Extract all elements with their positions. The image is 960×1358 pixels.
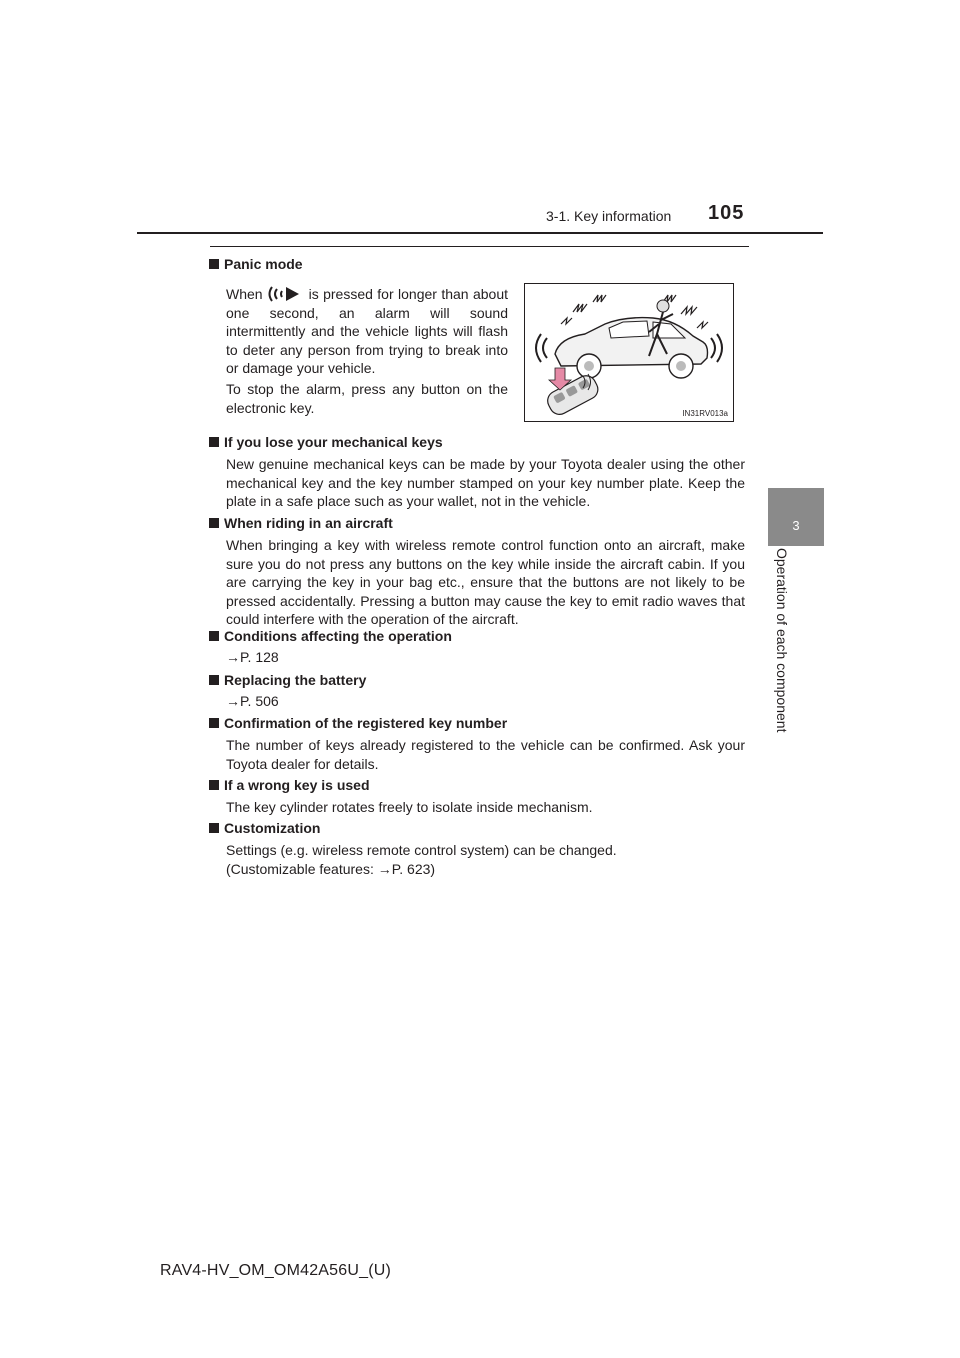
- section-heading: Replacing the battery: [209, 672, 366, 688]
- section-text: Settings (e.g. wireless remote control system) can be changed.: [226, 842, 617, 858]
- section-heading: If you lose your mechanical keys: [209, 434, 443, 450]
- panic-mode-illustration: [524, 283, 734, 422]
- chapter-tab: [768, 488, 824, 546]
- section-title: 3-1. Key information: [546, 208, 672, 224]
- square-bullet-icon: [209, 631, 219, 641]
- content-divider: [210, 246, 749, 247]
- page-reference: →P. 506: [226, 693, 279, 709]
- section-heading: Customization: [209, 820, 320, 836]
- section-text: (Customizable features: →P. 623): [226, 861, 436, 877]
- page-number: 105: [708, 202, 745, 224]
- section-text: The number of keys already registered to the vehicle can be confirmed. Ask your Toyota dealer for details.: [226, 737, 745, 772]
- panic-button-icon: [267, 285, 301, 303]
- chapter-number: 3: [792, 518, 800, 533]
- figure-code: IN31RV013a: [682, 409, 728, 418]
- section-text: When bringing a key with wireless remote control function onto an aircraft, make sure you do not press any buttons on the key while inside the aircraft cabin. If you are carrying the key in your bag etc., ensure that the buttons are not likely to be pressed accidentally. Pressing a button may cause the key to emit radio waves that could interfere with the operation of the aircraft.: [226, 537, 745, 628]
- section-text: The key cylinder rotates freely to isolate inside mechanism.: [226, 799, 593, 815]
- section-heading: If a wrong key is used: [209, 777, 370, 793]
- panic-mode-text: When is pressed for longer than about one second, an alarm will sound intermittently and the vehicle lights will flash to deter any person from trying to break into or damage your vehicle.: [226, 286, 508, 377]
- square-bullet-icon: [209, 718, 219, 728]
- panic-mode-heading: Panic mode: [209, 256, 303, 272]
- section-heading: Conditions affecting the operation: [209, 628, 452, 644]
- square-bullet-icon: [209, 823, 219, 833]
- chapter-label: Operation of each component: [774, 548, 790, 733]
- section-text: New genuine mechanical keys can be made by your Toyota dealer using the other mechanical key and the key number stamped on your key number plate. Keep the plate in a safe place such as your wallet, not in the vehicle.: [226, 456, 745, 510]
- header-divider: [137, 232, 823, 234]
- square-bullet-icon: [209, 780, 219, 790]
- panic-stop-text: To stop the alarm, press any button on the electronic key.: [226, 381, 508, 416]
- car-alarm-illustration: [525, 284, 733, 421]
- document-code: RAV4-HV_OM_OM42A56U_(U): [160, 1262, 392, 1279]
- square-bullet-icon: [209, 259, 219, 269]
- section-heading: When riding in an aircraft: [209, 515, 393, 531]
- square-bullet-icon: [209, 518, 219, 528]
- square-bullet-icon: [209, 437, 219, 447]
- section-heading: Confirmation of the registered key number: [209, 715, 507, 731]
- square-bullet-icon: [209, 675, 219, 685]
- page-reference: →P. 128: [226, 649, 279, 665]
